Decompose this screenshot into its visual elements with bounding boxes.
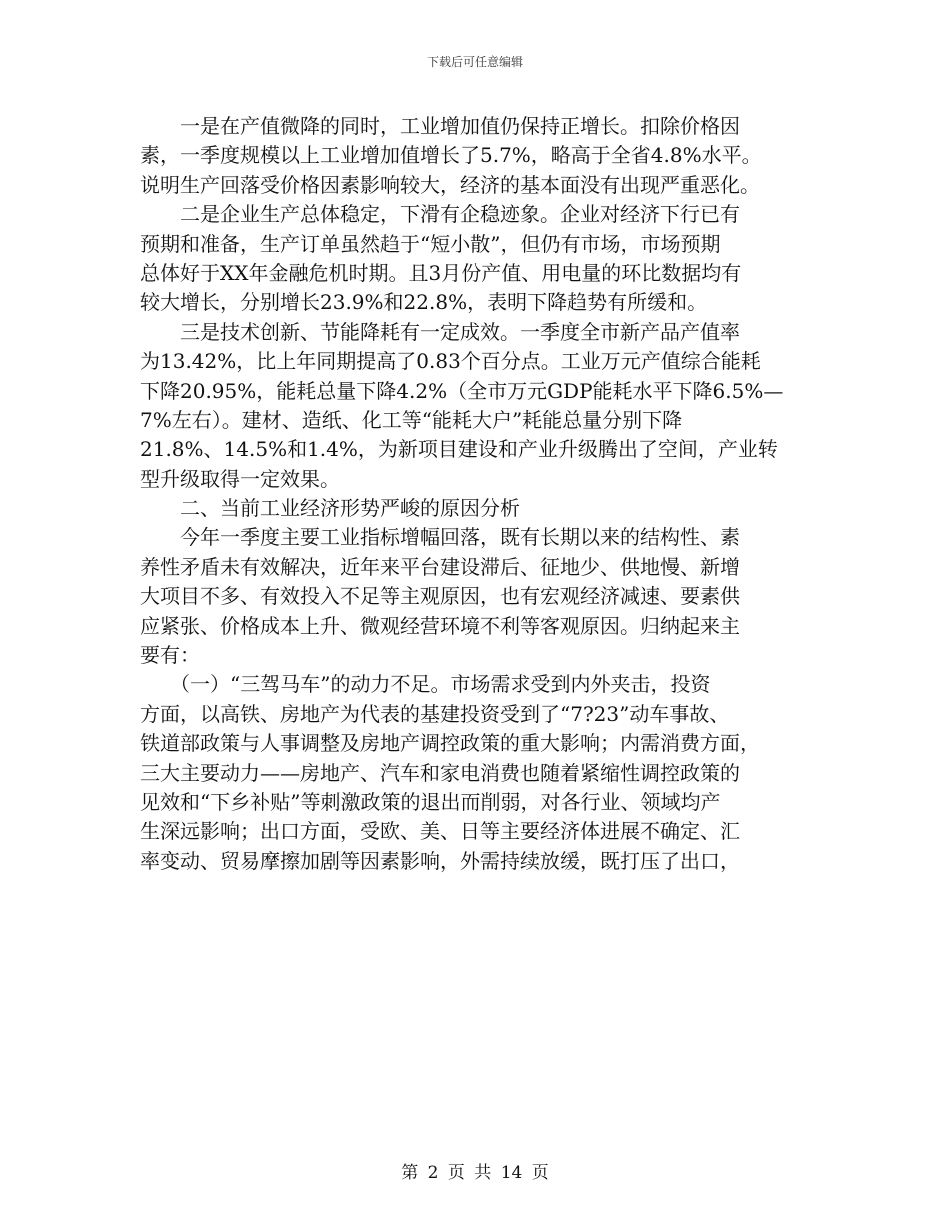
text-line: 二是企业生产总体稳定，下滑有企稳迹象。企业对经济下行已有	[140, 202, 740, 227]
text-line: 总体好于XX年金融危机时期。且3月份产值、用电量的环比数据均有	[140, 260, 742, 285]
text-line: 素，一季度规模以上工业增加值增长了5.7%，略高于全省4.8%水平。	[140, 143, 762, 168]
text-line: 一是在产值微降的同时，工业增加值仍保持正增长。扣除价格因	[140, 114, 740, 138]
text-line: 见效和“下乡补贴”等刺激政策的退出而削弱，对各行业、领域均产	[140, 789, 721, 814]
text-line: 铁道部政策与人事调整及房地产调控政策的重大影响；内需消费方面，	[140, 731, 760, 756]
section-heading: 二、当前工业经济形势严峻的原因分析	[140, 496, 520, 521]
page-footer: 第 2 页 共 14 页	[401, 1163, 549, 1183]
text-line: 为13.42%，比上年同期提高了0.83个百分点。工业万元产值综合能耗	[140, 349, 761, 374]
text-line: 说明生产回落受价格因素影响较大，经济的基本面没有出现严重恶化。	[140, 172, 760, 197]
text-line: 方面，以高铁、房地产为代表的基建投资受到了“7?23”动车事故、	[140, 701, 730, 726]
text-line: 7%左右）。建材、造纸、化工等“能耗大户”耗能总量分别下降	[140, 407, 683, 432]
text-line: （一）“三驾马车”的动力不足。市场需求受到内外夹击，投资	[140, 672, 711, 697]
text-line: 率变动、贸易摩擦加剧等因素影响，外需持续放缓，既打压了出口，	[140, 848, 740, 873]
text-line: 养性矛盾未有效解决，近年来平台建设滞后、征地少、供地慢、新增	[140, 554, 740, 579]
text-line: 应紧张、价格成本上升、微观经营环境不利等客观原因。归纳起来主	[140, 613, 740, 638]
text-line: 今年一季度主要工业指标增幅回落，既有长期以来的结构性、素	[140, 525, 740, 550]
text-line: 下降20.95%，能耗总量下降4.2%（全市万元GDP能耗水平下降6.5%—	[140, 378, 784, 403]
text-line: 较大增长，分别增长23.9%和22.8%，表明下降趋势有所缓和。	[140, 290, 708, 315]
text-line: 三是技术创新、节能降耗有一定成效。一季度全市新产品产值率	[140, 319, 740, 344]
text-line: 三大主要动力——房地产、汽车和家电消费也随着紧缩性调控政策的	[140, 760, 740, 785]
document-body	[140, 112, 808, 876]
text-line: 要有：	[140, 643, 200, 668]
text-line: 预期和准备，生产订单虽然趋于“短小散”，但仍有市场，市场预期	[140, 231, 721, 256]
text-line: 21.8%、14.5%和1.4%，为新项目建设和产业升级腾出了空间，产业转	[140, 437, 778, 462]
text-line: 型升级取得一定效果。	[140, 466, 340, 491]
page-header: 下载后可任意编辑	[426, 55, 523, 69]
text-line: 生深远影响；出口方面，受欧、美、日等主要经济体进展不确定、汇	[140, 819, 740, 844]
text-line: 大项目不多、有效投入不足等主观原因，也有宏观经济减速、要素供	[140, 584, 740, 609]
